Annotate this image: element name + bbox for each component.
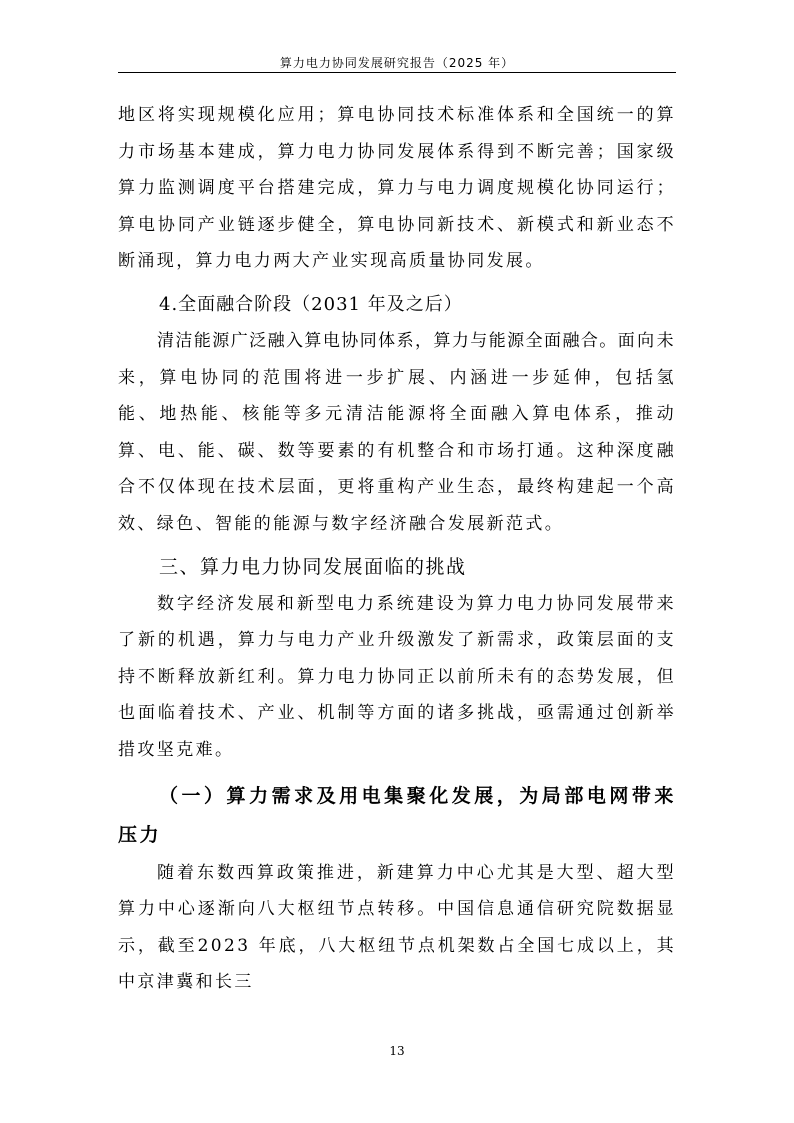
paragraph-continued: 地区将实现规模化应用；算电协同技术标准体系和全国统一的算力市场基本建成，算力电力协同发展体系得到不断完善；国家级算力监测调度平台搭建完成，算力与电力调度规模化协同运行；算电协同产业链逐步健全，算电协同新技术、新模式和新业态不断涌现，算力电力两大产业实现高质量协同发展。 [118,105,676,272]
subsection1-heading: （一）算力需求及用电集聚化发展，为局部电网带来压力 [118,784,676,846]
stage4-paragraph [118,323,676,543]
stage4-body-text: 面向未来，算电协同的范围将进一步扩展、内涵进一步延伸，包括氢能、地热能、核能等多元清洁能源将全面融入算电体系，推动算、电、能、碳、数等要素的有机整合和市场打通。这种深度融合不仅体现在技术层面，更将重构产业生态，最终构建起一个高效、绿色、智能的能源与数字经济融合发展新范式。 [118,330,677,534]
section3-heading: 三、算力电力协同发展面临的挑战 [159,555,467,578]
running-header: 算力电力协同发展研究报告（2025 年） [279,56,515,70]
header-divider [118,72,676,73]
stage4-heading: 4.全面融合阶段（2031 年及之后） [159,293,463,315]
section3-paragraph: 数字经济发展和新型电力系统建设为算力电力协同发展带来了新的机遇，算力与电力产业升级激发了新需求，政策层面的支持不断释放新红利。算力电力协同正以前所未有的态势发展，但也面临着技术、产业、机制等方面的诸多挑战，亟需通过创新举措攻坚克难。 [118,593,676,760]
page-number: 13 [389,1044,405,1058]
document-body [118,97,676,1001]
stage4-lead-sentence: 清洁能源广泛融入算电协同体系，算力与能源全面融合。 [157,330,618,351]
subsection1-paragraph: 随着东数西算政策推进，新建算力中心尤其是大型、超大型算力中心逐渐向八大枢纽节点转移。中国信息通信研究院数据显示，截至2023 年底，八大枢纽节点机架数占全国七成以上，其中京津冀和长三 [118,862,676,993]
